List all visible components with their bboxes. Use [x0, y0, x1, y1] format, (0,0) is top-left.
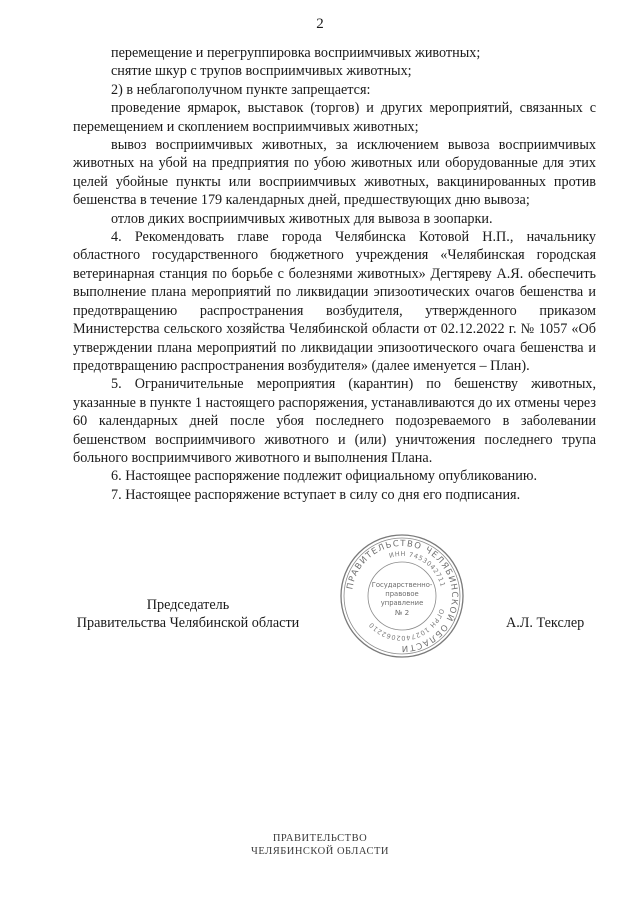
svg-text:Государственно-: Государственно-: [371, 581, 433, 589]
paragraph: 4. Рекомендовать главе города Челябинска Котовой Н.П., начальнику областного государственного бюджетного учреждения «Челябинская городская ветеринарная станция по борьбе с болезнями животных» Дегтяреву А.Я. обеспечить выполнение плана мероприятий по ликвидации эпизоотических очагов бешенства и предотвращению распространения возбудителя, утвержденного приказом Министерства сельского хозяйства Челябинской области от 02.12.2022 г. № 1057 «Об утверждении плана мероприятий по ликвидации эпизоотического очага бешенства и предотвращению распространения возбудителя» (далее именуется – План).: [73, 229, 596, 374]
paragraph: 2) в неблагополучном пункте запрещается:: [111, 81, 371, 98]
paragraph: 6. Настоящее распоряжение подлежит официальному опубликованию.: [111, 468, 538, 485]
svg-text:№ 2: № 2: [394, 608, 410, 617]
page-number: 2: [316, 16, 324, 32]
paragraph: проведение ярмарок, выставок (торгов) и других мероприятий, связанных с перемещением и скоплением восприимчивых животных;: [73, 100, 596, 135]
svg-text:ИНН 7453042711: ИНН 7453042711: [388, 549, 447, 588]
signatory-position: [72, 596, 304, 633]
signatory-name: А.Л. Текслер: [506, 615, 585, 631]
paragraph: 7. Настоящее распоряжение вступает в силу со дня его подписания.: [111, 486, 521, 503]
paragraph: вывоз восприимчивых животных, за исключением вывоза восприимчивых животных на убой на предприятия по убою животных или оборудованные для этих целей убойные пункты или восприимчивых животных, вакцинированных против бешенства в течение 179 календарных дней, предшествующих дню вывоза;: [73, 137, 596, 209]
footer-mark: [0, 832, 640, 858]
footer-line: ЧЕЛЯБИНСКОЙ ОБЛАСТИ: [251, 846, 389, 857]
svg-text:ОГРН 1027402062210: ОГРН 1027402062210: [367, 607, 446, 643]
svg-text:управление: управление: [380, 599, 424, 607]
svg-text:правовое: правовое: [385, 590, 419, 598]
paragraph: отлов диких восприимчивых животных для вывоза в зоопарки.: [111, 210, 493, 227]
seal-stamp-icon: [337, 531, 467, 661]
position-line: Правительства Челябинской области: [76, 615, 300, 632]
document-body: [73, 44, 596, 504]
svg-text:ПРАВИТЕЛЬСТВО ЧЕЛЯБИНСКОЙ ОБЛА: ПРАВИТЕЛЬСТВО ЧЕЛЯБИНСКОЙ ОБЛАСТИ: [345, 538, 460, 654]
position-line: Председатель: [146, 597, 230, 613]
official-seal: [337, 531, 467, 661]
footer-line: ПРАВИТЕЛЬСТВО: [272, 833, 368, 844]
paragraph: снятие шкур с трупов восприимчивых животных;: [111, 63, 412, 80]
paragraph: 5. Ограничительные мероприятия (карантин) по бешенству животных, указанные в пункте 1 настоящего распоряжения, устанавливаются до их отмены через 60 календарных дней после убоя последнего подозреваемого в заболевании бешенством восприимчивого животного и (или) уничтожения последнего трупа больного восприимчивого животного и выполнения Плана.: [73, 376, 596, 466]
paragraph: перемещение и перегруппировка восприимчивых животных;: [111, 45, 481, 61]
